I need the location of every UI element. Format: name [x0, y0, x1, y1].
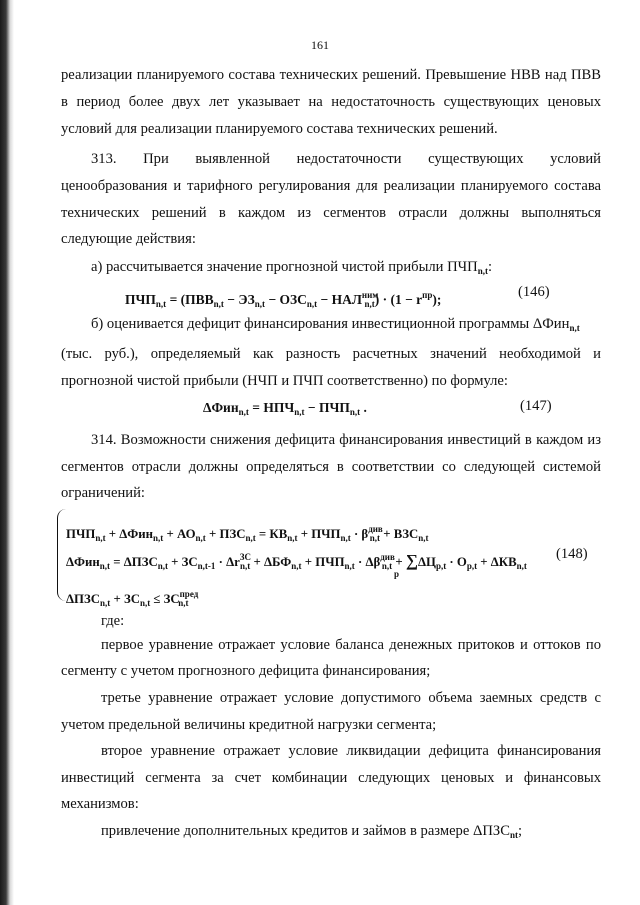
equation-147 [203, 399, 367, 421]
subscript: n,t [294, 407, 305, 417]
subscript: p,t [435, 561, 447, 571]
paragraph-line: 313. При выявленной недостаточности существующих условий [91, 151, 601, 167]
subscript: n,t [477, 266, 488, 276]
eq-term: − НАЛ [317, 292, 362, 307]
paragraph-line [101, 822, 601, 844]
subscript: n,t [178, 598, 189, 608]
superscript: ним [361, 290, 379, 300]
eq-term: ); [432, 292, 442, 307]
subscript: n,t [195, 533, 206, 543]
eq-term: + ΔБФ [250, 555, 292, 569]
colon: : [487, 259, 493, 275]
eq-term: + ПЧП [297, 527, 341, 541]
eq-term: · О [446, 555, 467, 569]
paragraph-line: в период более двух лет указывает на недостаточность существующих ценовых [61, 94, 601, 110]
eq-term: ) · (1 − r [374, 292, 423, 307]
subscript: n,t [213, 299, 224, 309]
paragraph-line: (тыс. руб.), определяемый как разность расчетных значений необходимой и [61, 346, 601, 362]
paragraph-line: ценообразования и тарифного регулирования для реализации планируемого состава [61, 178, 601, 194]
paragraph-line: второе уравнение отражает условие ликвидации дефицита финансирования [101, 743, 601, 759]
paragraph-line: технических решений в каждом из сегментов отрасли должны выполняться [61, 205, 601, 221]
subscript: n,t [139, 598, 151, 608]
eq-term: . [360, 400, 367, 415]
subscript: n,t [238, 407, 249, 417]
superscript: пред [179, 589, 199, 599]
paragraph-line: ограничений: [61, 485, 145, 501]
subscript: n,t [240, 561, 251, 571]
subscript: n,t [340, 533, 351, 543]
superscript: ЗС [239, 552, 252, 562]
superscript: див [368, 524, 383, 534]
paragraph-line [91, 258, 601, 280]
eq-term: + ΔКВ [477, 555, 517, 569]
subscript: p,t [466, 561, 478, 571]
paragraph-line: сегментов отрасли должны определяться в соответствии со следующей системой [61, 459, 601, 475]
eq-term: + ВЗС [380, 527, 419, 541]
subscript: n,t [306, 299, 318, 309]
subscript: nt [509, 830, 518, 840]
paragraph-line: условий для реализации планируемого состава технических решений. [61, 121, 498, 137]
equation-148-row-2 [66, 548, 527, 575]
subscript: n,t [153, 533, 164, 543]
subscript: n,t [418, 533, 429, 543]
eq-term: + ПЧП [301, 555, 345, 569]
subscript: n,t [569, 323, 580, 333]
paragraph-line: где: [101, 613, 125, 629]
equation-number: (146) [518, 284, 550, 300]
subscript: n,t [99, 598, 111, 608]
subscript: n,t [157, 561, 168, 571]
eq-term: · Δr [215, 555, 240, 569]
text-run: б) оценивается дефицит финансирования инвестиционной программы ΔФин [91, 316, 570, 332]
eq-term: = КВ [255, 527, 288, 541]
eq-term: + ПЗС [205, 527, 246, 541]
eq-term: + [392, 555, 406, 569]
subscript: n,t [95, 533, 106, 543]
eq-term: − ПЧП [304, 400, 350, 415]
subscript: n,t [516, 561, 527, 571]
eq-term: ≤ ЗС [150, 592, 180, 606]
subscript: n,t [381, 561, 393, 571]
subscript: n,t [155, 299, 167, 309]
eq-term: ΔЦ [417, 555, 436, 569]
equation-146 [125, 286, 441, 313]
subscript: n,t [254, 299, 266, 309]
paragraph-line: механизмов: [61, 796, 139, 812]
paragraph-line: прогнозной чистой прибыли (НЧП и ПЧП соответственно) по формуле: [61, 373, 508, 389]
superscript: пр [422, 290, 433, 300]
subscript: n,t [99, 561, 111, 571]
eq-term: = (ПВВ [166, 292, 214, 307]
eq-term: ПЧП [66, 527, 96, 541]
paragraph-line: реализации планируемого состава технических решений. Превышение НВВ над ПВВ [61, 67, 601, 83]
paragraph-line: 314. Возможности снижения дефицита финансирования инвестиций в каждом из [91, 432, 601, 448]
eq-term: ΔПЗС [66, 592, 100, 606]
paragraph-line: инвестиций сегмента за счет комбинации следующих ценовых и финансовых [61, 770, 601, 786]
eq-term: − ЭЗ [223, 292, 255, 307]
subscript: n,t [364, 299, 375, 309]
subscript: n,t [245, 533, 256, 543]
system-brace [57, 509, 66, 601]
equation-148-row-1 [66, 520, 429, 547]
eq-term: ΔФин [66, 555, 100, 569]
paragraph-line: первое уравнение отражает условие баланса денежных притоков и оттоков по [101, 637, 601, 653]
paragraph-line [91, 315, 601, 337]
subscript: n,t [287, 533, 298, 543]
equation-number: (148) [556, 546, 588, 562]
page-number: 161 [311, 38, 329, 52]
sum-sign: ∑ [405, 551, 418, 570]
sum-index: p [394, 569, 400, 579]
paragraph-line: учетом предельной величины кредитной нагрузки сегмента; [61, 717, 437, 733]
eq-term: = ΔПЗС [110, 555, 158, 569]
eq-term: · β [350, 527, 369, 541]
eq-term: + ЗС [110, 592, 140, 606]
equation-148-row-3 [66, 585, 199, 612]
text-run: привлечение дополнительных кредитов и займов в размере ΔПЗС [101, 823, 510, 839]
subscript: n,t [291, 561, 302, 571]
subscript: n,t-1 [197, 561, 216, 571]
paragraph-line: следующие действия: [61, 231, 196, 247]
eq-term: ΔФин [203, 400, 239, 415]
eq-term: + АО [163, 527, 196, 541]
superscript: див [380, 552, 395, 562]
subscript: n,t [344, 561, 355, 571]
paragraph-line: третье уравнение отражает условие допустимого объема заемных средств с [101, 690, 601, 706]
subscript: n,t [349, 407, 361, 417]
equation-number: (147) [520, 398, 552, 414]
eq-term: − ОЗС [265, 292, 307, 307]
paragraph-line: сегменту с учетом прогнозного дефицита финансирования; [61, 663, 431, 679]
eq-term: + ЗС [167, 555, 198, 569]
text-run: а) рассчитывается значение прогнозной чистой прибыли ПЧП [91, 259, 478, 275]
eq-term: ПЧП [125, 292, 156, 307]
eq-term: + ΔФин [105, 527, 154, 541]
semicolon: ; [517, 823, 523, 839]
subscript: n,t [369, 533, 381, 543]
eq-term: = НПЧ [248, 400, 295, 415]
eq-term: · Δβ [354, 555, 381, 569]
